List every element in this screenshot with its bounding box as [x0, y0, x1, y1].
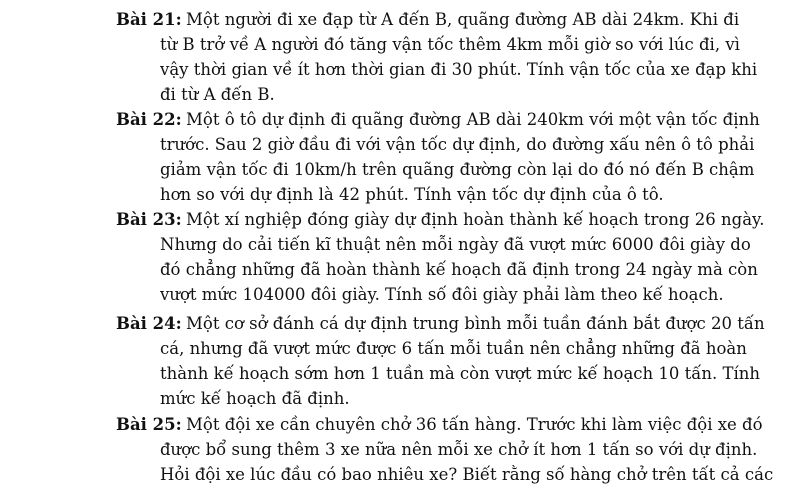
problem-text-line: Một đội xe cần chuyên chở 36 tấn hàng. Trước khi làm việc đội xe đó	[186, 415, 763, 434]
problem-text-line: hơn so với dự định là 42 phút. Tính vận tốc dự định của ô tô.	[160, 185, 664, 204]
problem-text-line: vượt mức 104000 đôi giày. Tính số đôi giày phải làm theo kế hoạch.	[160, 285, 724, 304]
problem-label: Bài 25:	[116, 415, 182, 434]
problem-text-line: Một xí nghiệp đóng giày dự định hoàn thành kế hoạch trong 26 ngày.	[186, 210, 765, 229]
problem-text-line: Nhưng do cải tiến kĩ thuật nên mỗi ngày đã vượt mức 6000 đôi giày do	[160, 235, 751, 254]
problem-text-line: vậy thời gian về ít hơn thời gian đi 30 phút. Tính vận tốc của xe đạp khi	[160, 60, 758, 79]
problem-text-line: Một ô tô dự định đi quãng đường AB dài 240km với một vận tốc định	[186, 110, 760, 129]
problem-text-line: giảm vận tốc đi 10km/h trên quãng đường còn lại do đó nó đến B chậm	[160, 160, 755, 179]
problem-text-line: đó chẳng những đã hoàn thành kế hoạch đã định trong 24 ngày mà còn	[160, 260, 758, 279]
problem-text-line: trước. Sau 2 giờ đầu đi với vận tốc dự định, do đường xấu nên ô tô phải	[160, 135, 755, 154]
problem-text-line: Hỏi đội xe lúc đầu có bao nhiêu xe? Biết rằng số hàng chở trên tất cả các	[160, 465, 774, 484]
problem-label: Bài 23:	[116, 210, 182, 229]
problem-text-line: thành kế hoạch sớm hơn 1 tuần mà còn vượt mức kế hoạch 10 tấn. Tính	[160, 364, 761, 383]
problem-label: Bài 24:	[116, 314, 182, 333]
problem-text-line: mức kế hoạch đã định.	[160, 389, 350, 408]
problem-text-line: từ B trở về A người đó tăng vận tốc thêm 4km mỗi giờ so với lúc đi, vì	[160, 35, 740, 54]
problem-text-line: đi từ A đến B.	[160, 85, 275, 104]
problem-text-line: Một cơ sở đánh cá dự định trung bình mỗi tuần đánh bắt được 20 tấn	[186, 314, 765, 333]
problem-label: Bài 21:	[116, 10, 182, 29]
problem-text-line: Một người đi xe đạp từ A đến B, quãng đường AB dài 24km. Khi đi	[186, 10, 740, 29]
problem-text-line: cá, nhưng đã vượt mức được 6 tấn mỗi tuần nên chẳng những đã hoàn	[160, 339, 747, 358]
problem-text-line: được bổ sung thêm 3 xe nữa nên mỗi xe chở ít hơn 1 tấn so với dự định.	[160, 440, 758, 459]
problem-label: Bài 22:	[116, 110, 182, 129]
